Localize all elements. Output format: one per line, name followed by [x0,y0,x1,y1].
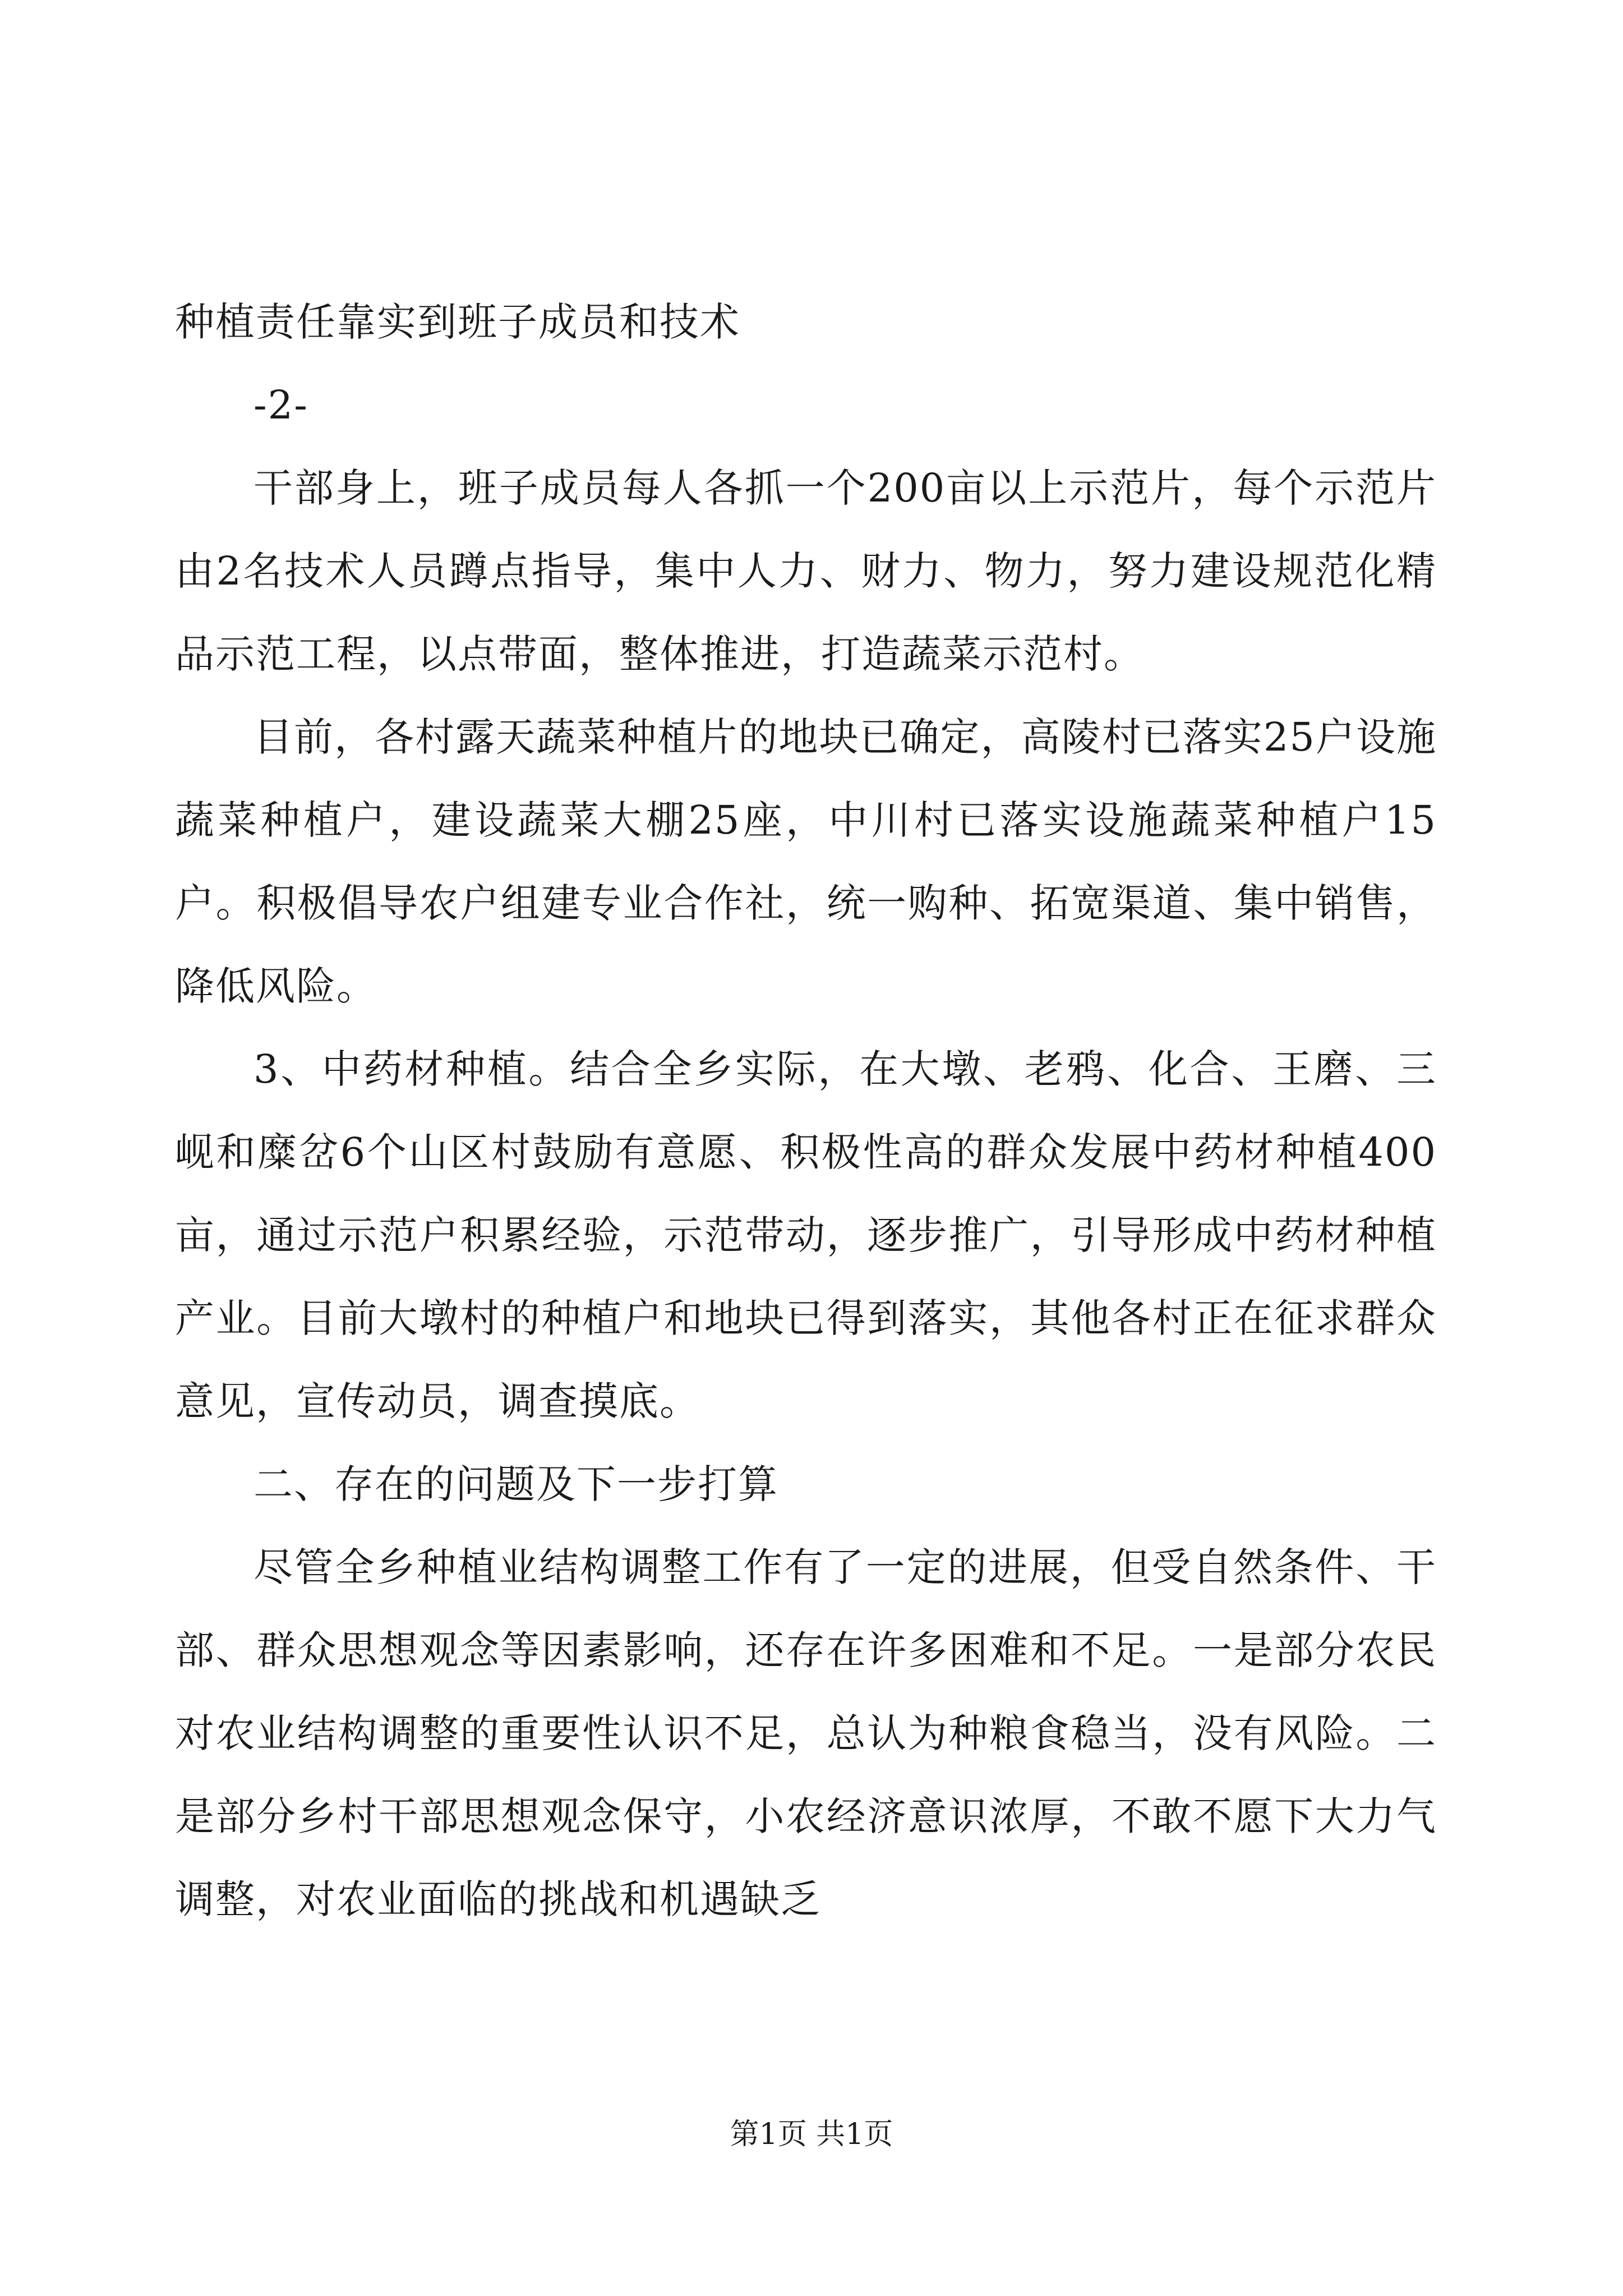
section-heading: 二、存在的问题及下一步打算 [253,1461,778,1507]
paragraph: 目前，各村露天蔬菜种植片的地块已确定，高陵村已落实25户设施蔬菜种植户，建设蔬菜大棚25座，中川村已落实设施蔬菜种植户15户。积极倡导农户组建专业合作社，统一购种、拓宽渠道、集中销售，降低风险。 [175,714,1437,1009]
paragraph: 干部身上，班子成员每人各抓一个200亩以上示范片，每个示范片由2名技术人员蹲点指导，集中人力、财力、物力，努力建设规范化精品示范工程，以点带面，整体推进，打造蔬菜示范村。 [175,465,1437,677]
document-body [175,280,1437,1941]
paragraph: 尽管全乡种植业结构调整工作有了一定的进展，但受自然条件、干部、群众思想观念等因素影响，还存在许多困难和不足。一是部分农民对农业结构调整的重要性认识不足，总认为种粮食稳当，没有风险。二是部分乡村干部思想观念保守，小农经济意识浓厚，不敢不愿下大力气调整，对农业面临的挑战和机遇缺乏 [175,1544,1437,1922]
paragraph: 3、中药材种植。结合全乡实际，在大墩、老鸦、化合、王磨、三岘和糜岔6个山区村鼓励有意愿、积极性高的群众发展中药材种植400亩，通过示范户积累经验，示范带动，逐步推广，引导形成中药材种植产业。目前大墩村的种植户和地块已得到落实，其他各村正在征求群众意见，宣传动员，调查摸底。 [175,1046,1437,1424]
page-footer: 第1页 共1页 [730,2118,893,2151]
paragraph-continuation: 种植责任靠实到班子成员和技术 [175,299,740,345]
page-marker: -2- [253,382,308,428]
